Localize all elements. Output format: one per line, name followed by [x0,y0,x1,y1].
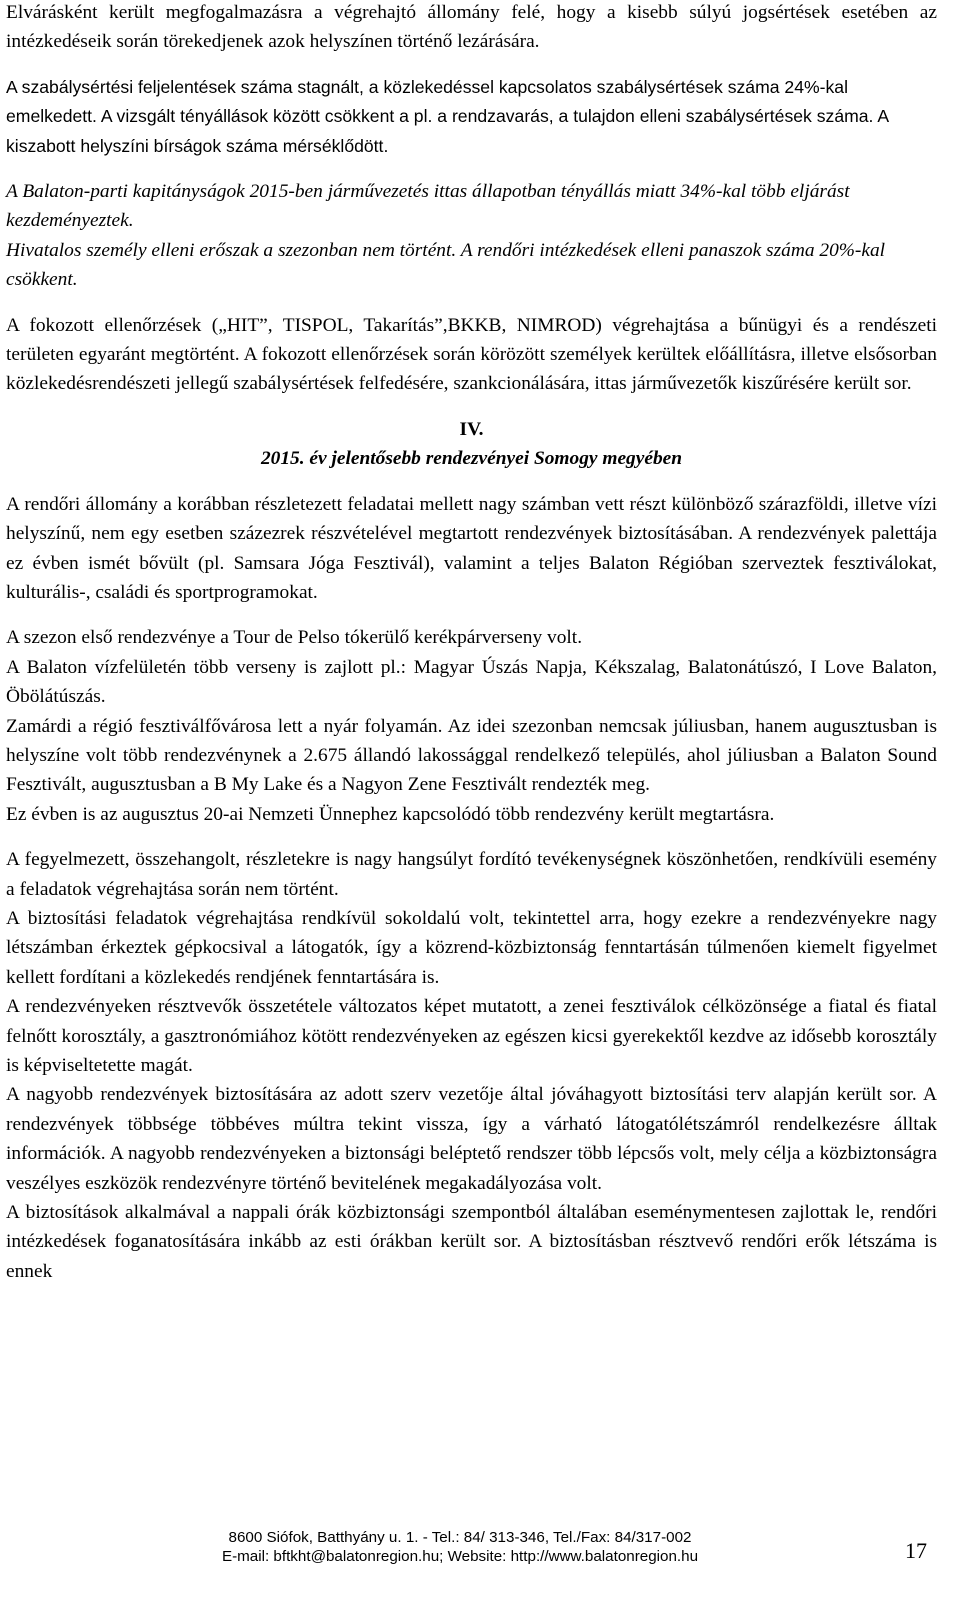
paragraph-expectation: Elvárásként került megfogalmazásra a végrehajtó állomány felé, hogy a kisebb súlyú jogsértések esetében az intézkedéseik során törekedjenek azok helyszínen történő lezárására. [6,2,937,53]
paragraph-security-plan: A nagyobb rendezvények biztosítására az adott szerv vezetője által jóváhagyott biztosítási terv alapján került sor. A rendezvények többsége többéves múltra tekint vissza, így a várható látogatólétszámról rendelkezésre álltak információk. A nagyobb rendezvényeken a biztonsági beléptető rendszer több lépcsős volt, mely célja a közbiztonságra veszélyes eszközök rendezvényre történő bevitelének megakadályozása volt. [6,1084,937,1194]
paragraph-august-20: Ez évben is az augusztus 20-ai Nemzeti Ünnephez kapcsolódó több rendezvény került megtartásra. [6,803,775,825]
paragraph-events-overview: A rendőri állomány a korábban részletezett feladatai mellett nagy számban vett részt különböző szárazföldi, illetve vízi helyszínű, nem egy esetben százezrek részvételével megtartott rendezvények biztosításában. A rendezvények palettája ez évben ismét bővült (pl. Samsara Jóga Fesztivál), valamint a teljes Balaton Régióban szerveztek fesztiválokat, kulturális-, családi és sportprogramokat. [6,493,937,603]
paragraph-security-tasks: A biztosítási feladatok végrehajtása rendkívül sokoldalú volt, tekintettel arra, hogy ezekre a rendezvényekre nagy létszámban érkeztek gépkocsival a látogatók, így a közrend-közbiztonság fenntartásán túlmenően kiemelt figyelmet kellett fordítani a közlekedés rendjének fenntartására is. [6,907,937,988]
paragraph-intensified-checks: A fokozott ellenőrzések („HIT”, TISPOL, Takarítás”,BKKB, NIMROD) végrehajtása a bűnügyi és a rendészeti területen egyaránt megtörtént. A fokozott ellenőrzések során körözött személyek kerültek előállításra, illetve elsősorban közlekedésrendészeti jellegű szabálysértések felfedésére, szankcionálására, ittas járművezetők kiszűrésére került sor. [6,314,937,395]
paragraph-participants: A rendezvényeken résztvevők összetétele változatos képet mutatott, a zenei fesztiválok célközönsége a fiatal és fiatal felnőtt korosztály, a gasztronómiához kötött rendezvényeken az egészen kicsi gyerekektől kezdve az idősebb korosztály is képviseltetette magát. [6,996,937,1076]
section-number: IV. [459,418,484,440]
section-title: 2015. év jelentősebb rendezvényei Somogy megyében [260,448,683,470]
paragraph-misdemeanour-stats: A szabálysértési feljelentések száma stagnált, a közlekedéssel kapcsolatos szabálysértések száma 24%-kal emelkedett. A vizsgált tényállások között csökkent a pl. a rendzavarás, a tulajdon elleni szabálysértések száma. A kiszabott helyszíni bírságok száma mérséklődött. [6,76,889,156]
paragraph-water-events: A Balaton vízfelületén több verseny is zajlott pl.: Magyar Úszás Napja, Kékszalag, Balatonátúszó, I Love Balaton, Öbölátúszás. [6,656,937,708]
paragraph-tour-de-pelso: A szezon első rendezvénye a Tour de Pelso tókerülő kerékpárverseny volt. [6,627,583,649]
footer-contact: E-mail: bftkht@balatonregion.hu; Website: http://www.balatonregion.hu [221,1548,699,1565]
document-body [6,0,937,1286]
page-number: 17 [905,1538,927,1563]
paragraph-complaints: Hivatalos személy elleni erőszak a szezonban nem történt. A rendőri intézkedések elleni panaszok száma 20%-kal csökkent. [6,239,886,291]
footer-address: 8600 Siófok, Batthyány u. 1. - Tel.: 84/ 313-346, Tel./Fax: 84/317-002 [228,1529,692,1546]
paragraph-drunk-driving: A Balaton-parti kapitányságok 2015-ben járművezetés ittas állapotban tényállás miatt 34%-kal több eljárást kezdeményeztek. [6,181,850,232]
page-footer [0,1529,960,1601]
paragraph-no-incidents: A fegyelmezett, összehangolt, részletekre is nagy hangsúlyt fordító tevékenységnek köszönhetően, rendkívüli esemény a feladatok végrehajtása során nem történt. [6,849,937,900]
paragraph-daytime-hours: A biztosítások alkalmával a nappali órák közbiztonsági szempontból általában eseménymentesen zajlottak le, rendőri intézkedések foganatosítására inkább az esti órákban került sor. A biztosításban résztvevő rendőri erők létszáma is ennek [6,1202,937,1282]
paragraph-zamardi: Zamárdi a régió fesztiválfővárosa lett a nyár folyamán. Az idei szezonban nemcsak júliusban, hanem augusztusban is helyszíne volt több rendezvénynek a 2.675 állandó lakossággal rendelkező település, ahol júliusban a Balaton Sound Fesztivált, augusztusban a B My Lake és a Nagyon Zene Fesztivált rendezték meg. [6,715,937,796]
